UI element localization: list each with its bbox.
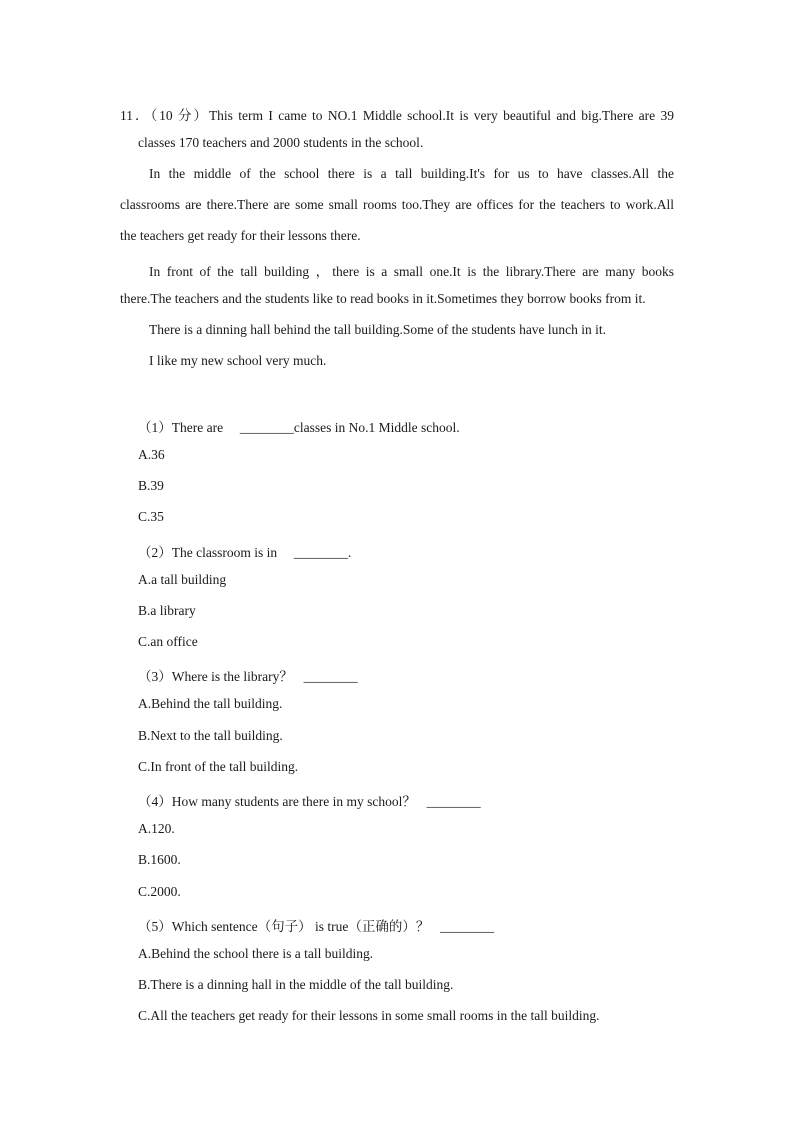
subquestion-3-prompt-before: （3）Where is the library？ <box>138 669 293 684</box>
subquestion-1-option-a: A.36 <box>138 447 165 462</box>
passage-paragraph-4-line-1: There is a dinning hall behind the tall building.Some of the students have lunch in it. <box>149 322 607 337</box>
subquestion-1-option-b: B.39 <box>138 478 164 493</box>
passage-paragraph-2-line-3: the teachers get ready for their lessons there. <box>120 228 361 243</box>
passage-paragraph-3-line-1: In front of the tall building ，there is a small one.It is the library.There are many books <box>149 264 674 279</box>
subquestion-4-prompt-before: （4）How many students are there in my school？ <box>138 794 416 809</box>
subquestion-3-blank: ________ <box>303 669 358 684</box>
subquestion-2-prompt-after: . <box>347 545 352 560</box>
subquestion-4-option-c: C.2000. <box>138 884 181 899</box>
subquestion-5-option-c: C.All the teachers get ready for their lessons in some small rooms in the tall building. <box>138 1008 600 1023</box>
subquestion-3-option-b: B.Next to the tall building. <box>138 728 283 743</box>
passage-paragraph-3-line-2: there.The teachers and the students like to read books in it.Sometimes they borrow books from it. <box>120 291 646 306</box>
subquestion-5-option-b: B.There is a dinning hall in the middle of the tall building. <box>138 977 454 992</box>
subquestion-1-prompt <box>138 416 460 436</box>
subquestion-2-blank: ________ <box>293 545 348 560</box>
subquestion-1-prompt-after: classes in No.1 Middle school. <box>293 420 460 435</box>
question-score: （10 分） <box>150 108 209 123</box>
subquestion-3-prompt <box>138 665 358 685</box>
subquestion-1-blank: ________ <box>239 420 294 435</box>
subquestion-1-option-c: C.35 <box>138 509 164 524</box>
question-number: 11． <box>120 108 151 123</box>
subquestion-1-prompt-before: （1）There are <box>138 420 224 435</box>
subquestion-4-blank: ________ <box>426 794 481 809</box>
passage-line-1: This term I came to NO.1 Middle school.It is very beautiful and big.There are 39 <box>208 108 674 123</box>
subquestion-5-prompt-before: （5）Which sentence（句子） is true（正确的）？ <box>138 919 430 934</box>
subquestion-5-blank: ________ <box>440 919 495 934</box>
subquestion-4-prompt <box>138 790 481 810</box>
subquestion-5-prompt <box>138 915 494 935</box>
subquestion-3-option-a: A.Behind the tall building. <box>138 696 283 711</box>
subquestion-4-option-a: A.120. <box>138 821 175 836</box>
subquestion-2-option-a: A.a tall building <box>138 572 227 587</box>
subquestion-2-prompt <box>138 541 351 561</box>
subquestion-3-option-c: C.In front of the tall building. <box>138 759 299 774</box>
subquestion-2-option-c: C.an office <box>138 634 198 649</box>
passage-line-2: classes 170 teachers and 2000 students in the school. <box>138 135 424 150</box>
subquestion-5-option-a: A.Behind the school there is a tall building. <box>138 946 374 961</box>
passage-paragraph-2-line-1: In the middle of the school there is a tall building.It's for us to have classes.All the <box>149 166 674 181</box>
passage-paragraph-5-line-1: I like my new school very much. <box>149 353 327 368</box>
subquestion-2-prompt-before: （2）The classroom is in <box>138 545 278 560</box>
question-header-line <box>120 104 674 124</box>
subquestion-2-option-b: B.a library <box>138 603 196 618</box>
passage-paragraph-2-line-2: classrooms are there.There are some small rooms too.They are offices for the teachers to work.All <box>120 197 674 212</box>
subquestion-4-option-b: B.1600. <box>138 852 181 867</box>
